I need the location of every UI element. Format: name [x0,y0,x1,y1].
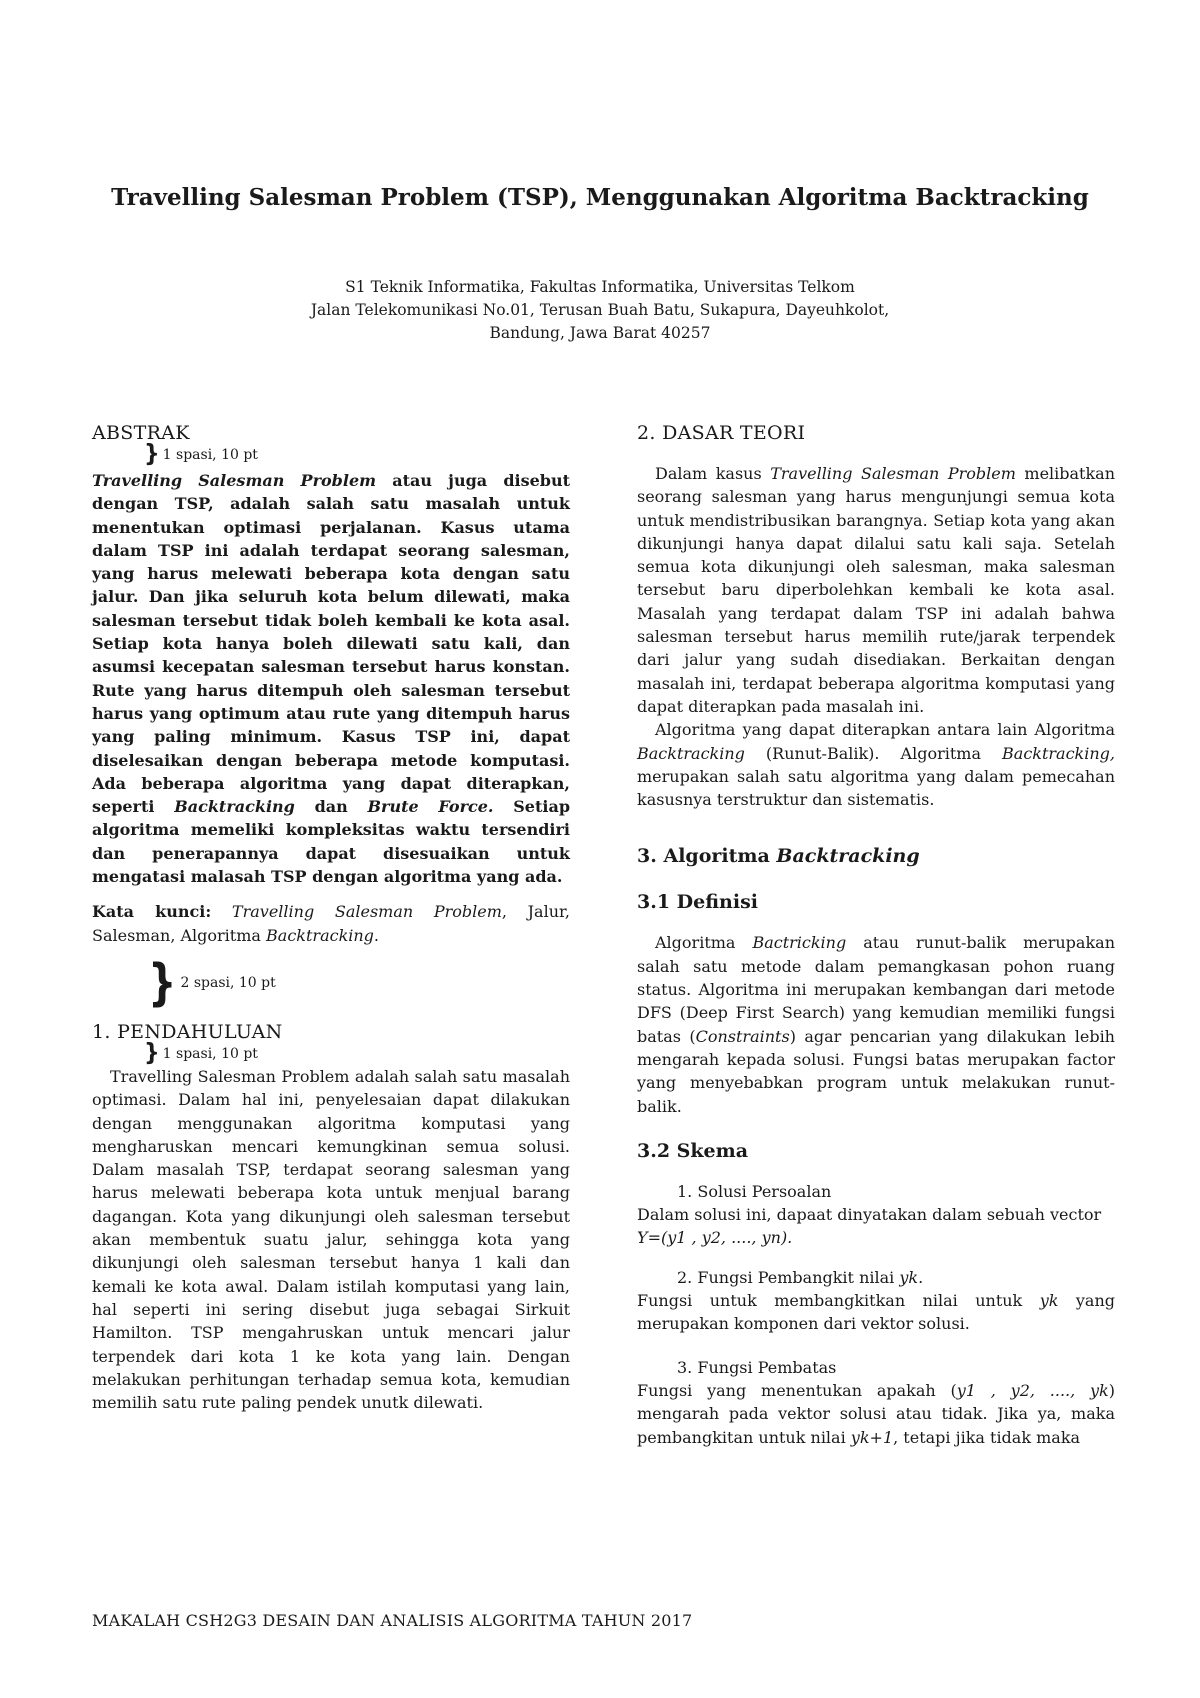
dasar-teori-paragraph-1: Dalam kasus Travelling Salesman Problem melibatkan seorang salesman yang harus mengunjungi semua kota untuk mendistribusikan barangnya. Setiap kota yang akan dikunjungi hanya dapat dilalui satu kali saja. Setelah semua kota dikunjungi oleh salesman, maka salesman tersebut baru diperbolehkan kembali ke kota asal. Masalah yang terdapat dalam TSP ini adalah bahwa salesman tersebut harus memilih rute/jarak terpendek dari jalur yang sudah disediakan. Berkaitan dengan masalah ini, terdapat beberapa algoritma komputasi yang dapat diterapkan pada masalah ini. [637,464,1116,716]
paper-title: Travelling Salesman Problem (TSP), Menggunakan Algoritma Backtracking [111,184,1089,211]
affiliation-line-3: Bandung, Jawa Barat 40257 [489,324,711,342]
skema-item-1-text: Dalam solusi ini, dapaat dinyatakan dalam sebuah vector [637,1205,1102,1225]
skema-item-1-formula: Y=(y1 , y2, ...., yn). [637,1228,793,1248]
intro-heading: 1. PENDAHULUAN [92,1020,283,1043]
definisi-paragraph: Algoritma Bactricking atau runut-balik merupakan salah satu metode dalam pemangkasan pohon ruang status. Algoritma ini merupakan kembangan dari metode DFS (Deep First Search) yang kemudian memiliki fungsi batas (Constraints) agar pencarian yang dilakukan lebih mengarah kepada solusi. Fungsi batas merupakan factor yang menyebabkan program untuk melakukan runut-balik. [637,933,1115,1116]
affiliation-line-2: Jalan Telekomunikasi No.01, Terusan Buah Batu, Sukapura, Dayeuhkolot, [310,301,890,319]
brace-icon: } [144,440,160,469]
affiliation-line-1: S1 Teknik Informatika, Fakultas Informatika, Universitas Telkom [345,278,855,296]
skema-item-3-text: Fungsi yang menentukan apakah (y1 , y2, ...., yk) mengarah pada vektor solusi atau tidak. Jika ya, maka pembangkitan untuk nilai yk+1, tetapi jika tidak maka [637,1380,1115,1447]
definisi-heading: 3.1 Definisi [637,891,758,914]
dasar-teori-heading: 2. DASAR TEORI [637,422,806,444]
abstract-paragraph: Travelling Salesman Problem atau juga disebut dengan TSP, adalah salah satu masalah untuk menentukan optimasi perjalanan. Kasus utama dalam TSP ini adalah terdapat seorang salesman, yang harus melewati beberapa kota dengan satu jalur. Dan jika seluruh kota belum dilewati, maka salesman tersebut tidak boleh kembali ke kota asal. Setiap kota hanya boleh dilewati satu kali, dan asumsi kecepatan salesman tersebut harus konstan. Rute yang harus ditempuh oleh salesman tersebut harus yang optimum atau rute yang ditempuh harus yang paling minimum. Kasus TSP ini, dapat diselesaikan dengan beberapa metode komputasi. Ada beberapa algoritma yang dapat diterapkan, seperti Backtracking dan Brute Force. Setiap algoritma memeliki kompleksitas waktu tersendiri dan penerapannya dapat disesuaikan untuk mengatasi malasah TSP dengan algoritma yang ada. [92,471,570,887]
abstract-term: Travelling Salesman Problem [92,471,377,490]
spacing-note-text: 1 spasi, 10 pt [162,1045,258,1062]
abstract-heading: ABSTRAK [92,422,190,444]
brace-icon: } [148,954,177,1012]
spacing-note-intro [92,1039,570,1068]
skema-heading: 3.2 Skema [637,1139,749,1162]
skema-item-2-label: 2. Fungsi Pembangkit nilai yk. [677,1267,924,1287]
right-column [637,420,1115,1449]
page-footer: MAKALAH CSH2G3 DESAIN DAN ANALISIS ALGORITMA TAHUN 2017 [92,1611,693,1630]
dasar-teori-paragraph-2: Algoritma yang dapat diterapkan antara lain Algoritma Backtracking (Runut-Balik). Algoritma Backtracking, merupakan salah satu algoritma yang dalam pemecahan kasusnya terstruktur dan sistematis. [637,720,1115,810]
spacing-note-keywords [92,955,570,1011]
section-3-heading: 3. Algoritma Backtracking [637,845,920,868]
skema-item-3-label: 3. Fungsi Pembatas [677,1357,837,1377]
skema-item-1-label: 1. Solusi Persoalan [677,1181,832,1201]
brace-icon: } [144,1039,160,1068]
left-column [92,420,570,1414]
skema-item-2-text: Fungsi untuk membangkitkan nilai untuk yk yang merupakan komponen dari vektor solusi. [637,1291,1116,1334]
spacing-note-abstract [92,440,570,469]
spacing-note-text: 1 spasi, 10 pt [162,447,258,463]
keywords-label: Kata kunci: [92,902,212,922]
affiliation-block [0,276,1200,345]
keywords: Kata kunci: Travelling Salesman Problem, Jalur, Salesman, Algoritma Backtracking. [92,902,570,945]
spacing-note-text: 2 spasi, 10 pt [180,974,276,991]
intro-paragraph: Travelling Salesman Problem adalah salah satu masalah optimasi. Dalam hal ini, penyelesaian dapat dilakukan dengan menggunakan algoritma komputasi yang mengharuskan mencari kemungkinan semua solusi. Dalam masalah TSP, terdapat seorang salesman yang harus melewati beberapa kota untuk menjual barang dagangan. Kota yang dikunjungi oleh salesman tersebut akan membentuk suatu jalur, sehingga kota yang dikunjungi oleh salesman tersebut hanya 1 kali dan kemali ke kota awal. Dalam istilah komputasi yang lain, hal seperti ini sering disebut juga sebagai Sirkuit Hamilton. TSP mengahruskan untuk mencari jalur terpendek dari kota 1 ke kota yang lain. Dengan melakukan perhitungan terhadap semua kota, kemudian memilih satu rute paling pendek unutk dilewati. [92,1066,570,1413]
